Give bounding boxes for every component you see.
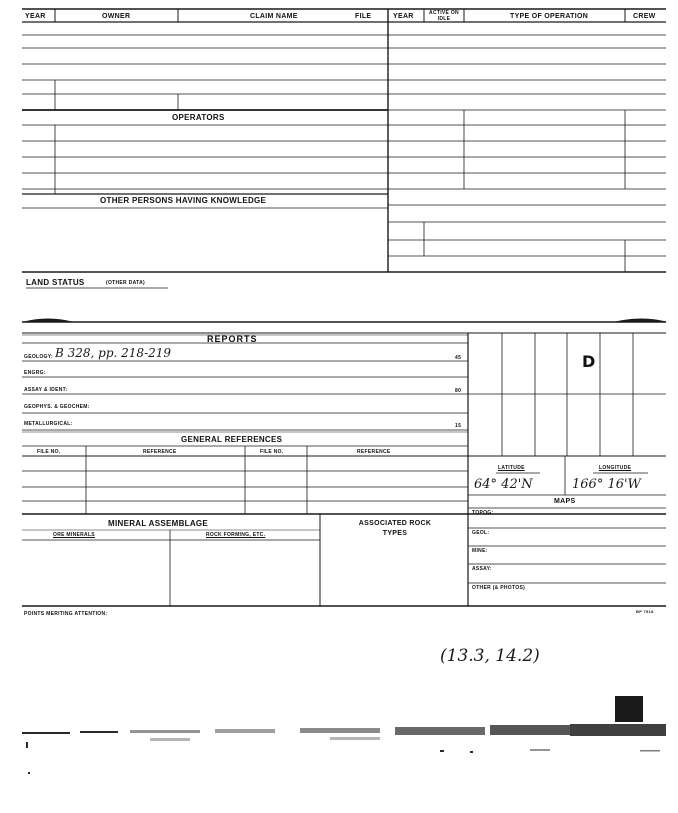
general-references-heading: GENERAL REFERENCES (181, 435, 283, 444)
geology-number: 45 (455, 355, 462, 361)
rock-forming-header: ROCK FORMING, ETC. (206, 532, 266, 538)
maps-heading: MAPS (554, 498, 576, 505)
geology-label: GEOLOGY: (24, 354, 53, 360)
form-number: BP 7918 (636, 609, 654, 614)
associated-rock-types-header: ASSOCIATED ROCK TYPES (358, 520, 432, 537)
year-header-2: YEAR (393, 13, 414, 20)
land-status-label: LAND STATUS (26, 278, 85, 287)
longitude-value: 166° 16'W (572, 477, 641, 492)
points-meriting-attention-label: POINTS MERITING ATTENTION: (24, 611, 108, 617)
handwritten-note: (13.3, 14.2) (440, 646, 540, 666)
scan-mark (615, 696, 643, 722)
mineral-assemblage-heading: MINERAL ASSEMBLAGE (108, 519, 209, 528)
longitude-label: LONGITUDE (599, 465, 632, 471)
metallurgical-number: 15 (455, 423, 462, 429)
year-header: YEAR (25, 13, 46, 20)
assay-ident-label: ASSAY & IDENT: (24, 387, 68, 393)
other-persons-heading: OTHER PERSONS HAVING KNOWLEDGE (100, 196, 267, 205)
scan-noise-strip (0, 720, 678, 780)
file-no-header-1: FILE NO. (37, 449, 61, 455)
claim-name-header: CLAIM NAME (250, 13, 298, 20)
land-status-note: (OTHER DATA) (106, 280, 145, 286)
latitude-value: 64° 42'N (474, 477, 533, 492)
maps-other-label: OTHER (& PHOTOS) (472, 585, 526, 591)
active-on-idle-header: ACTIVE ON IDLE (429, 10, 459, 22)
maps-mine-label: MINE: (472, 548, 488, 554)
file-header: FILE (355, 13, 372, 20)
latitude-label: LATITUDE (498, 465, 525, 471)
maps-assay-label: ASSAY: (472, 566, 492, 572)
maps-geol-label: GEOL: (472, 530, 490, 536)
crew-header: CREW (633, 13, 656, 20)
file-no-header-2: FILE NO. (260, 449, 284, 455)
reference-header-2: REFERENCE (357, 449, 391, 455)
geology-value: B 328, pp. 218-219 (55, 346, 172, 360)
geophys-geochem-label: GEOPHYS. & GEOCHEM: (24, 404, 90, 410)
operators-heading: OPERATORS (172, 113, 225, 122)
type-of-operation-header: TYPE OF OPERATION (510, 13, 589, 20)
reference-header-1: REFERENCE (143, 449, 177, 455)
owner-header: OWNER (102, 13, 131, 20)
maps-topog-label: TOPOG: (472, 510, 494, 516)
assay-ident-number: 80 (455, 388, 462, 394)
grid-mark: D (582, 352, 596, 371)
engrg-label: ENGRG: (24, 370, 46, 376)
ore-minerals-header: ORE MINERALS (53, 532, 95, 538)
reports-heading: REPORTS (207, 334, 258, 344)
metallurgical-label: METALLURGICAL: (24, 421, 73, 427)
